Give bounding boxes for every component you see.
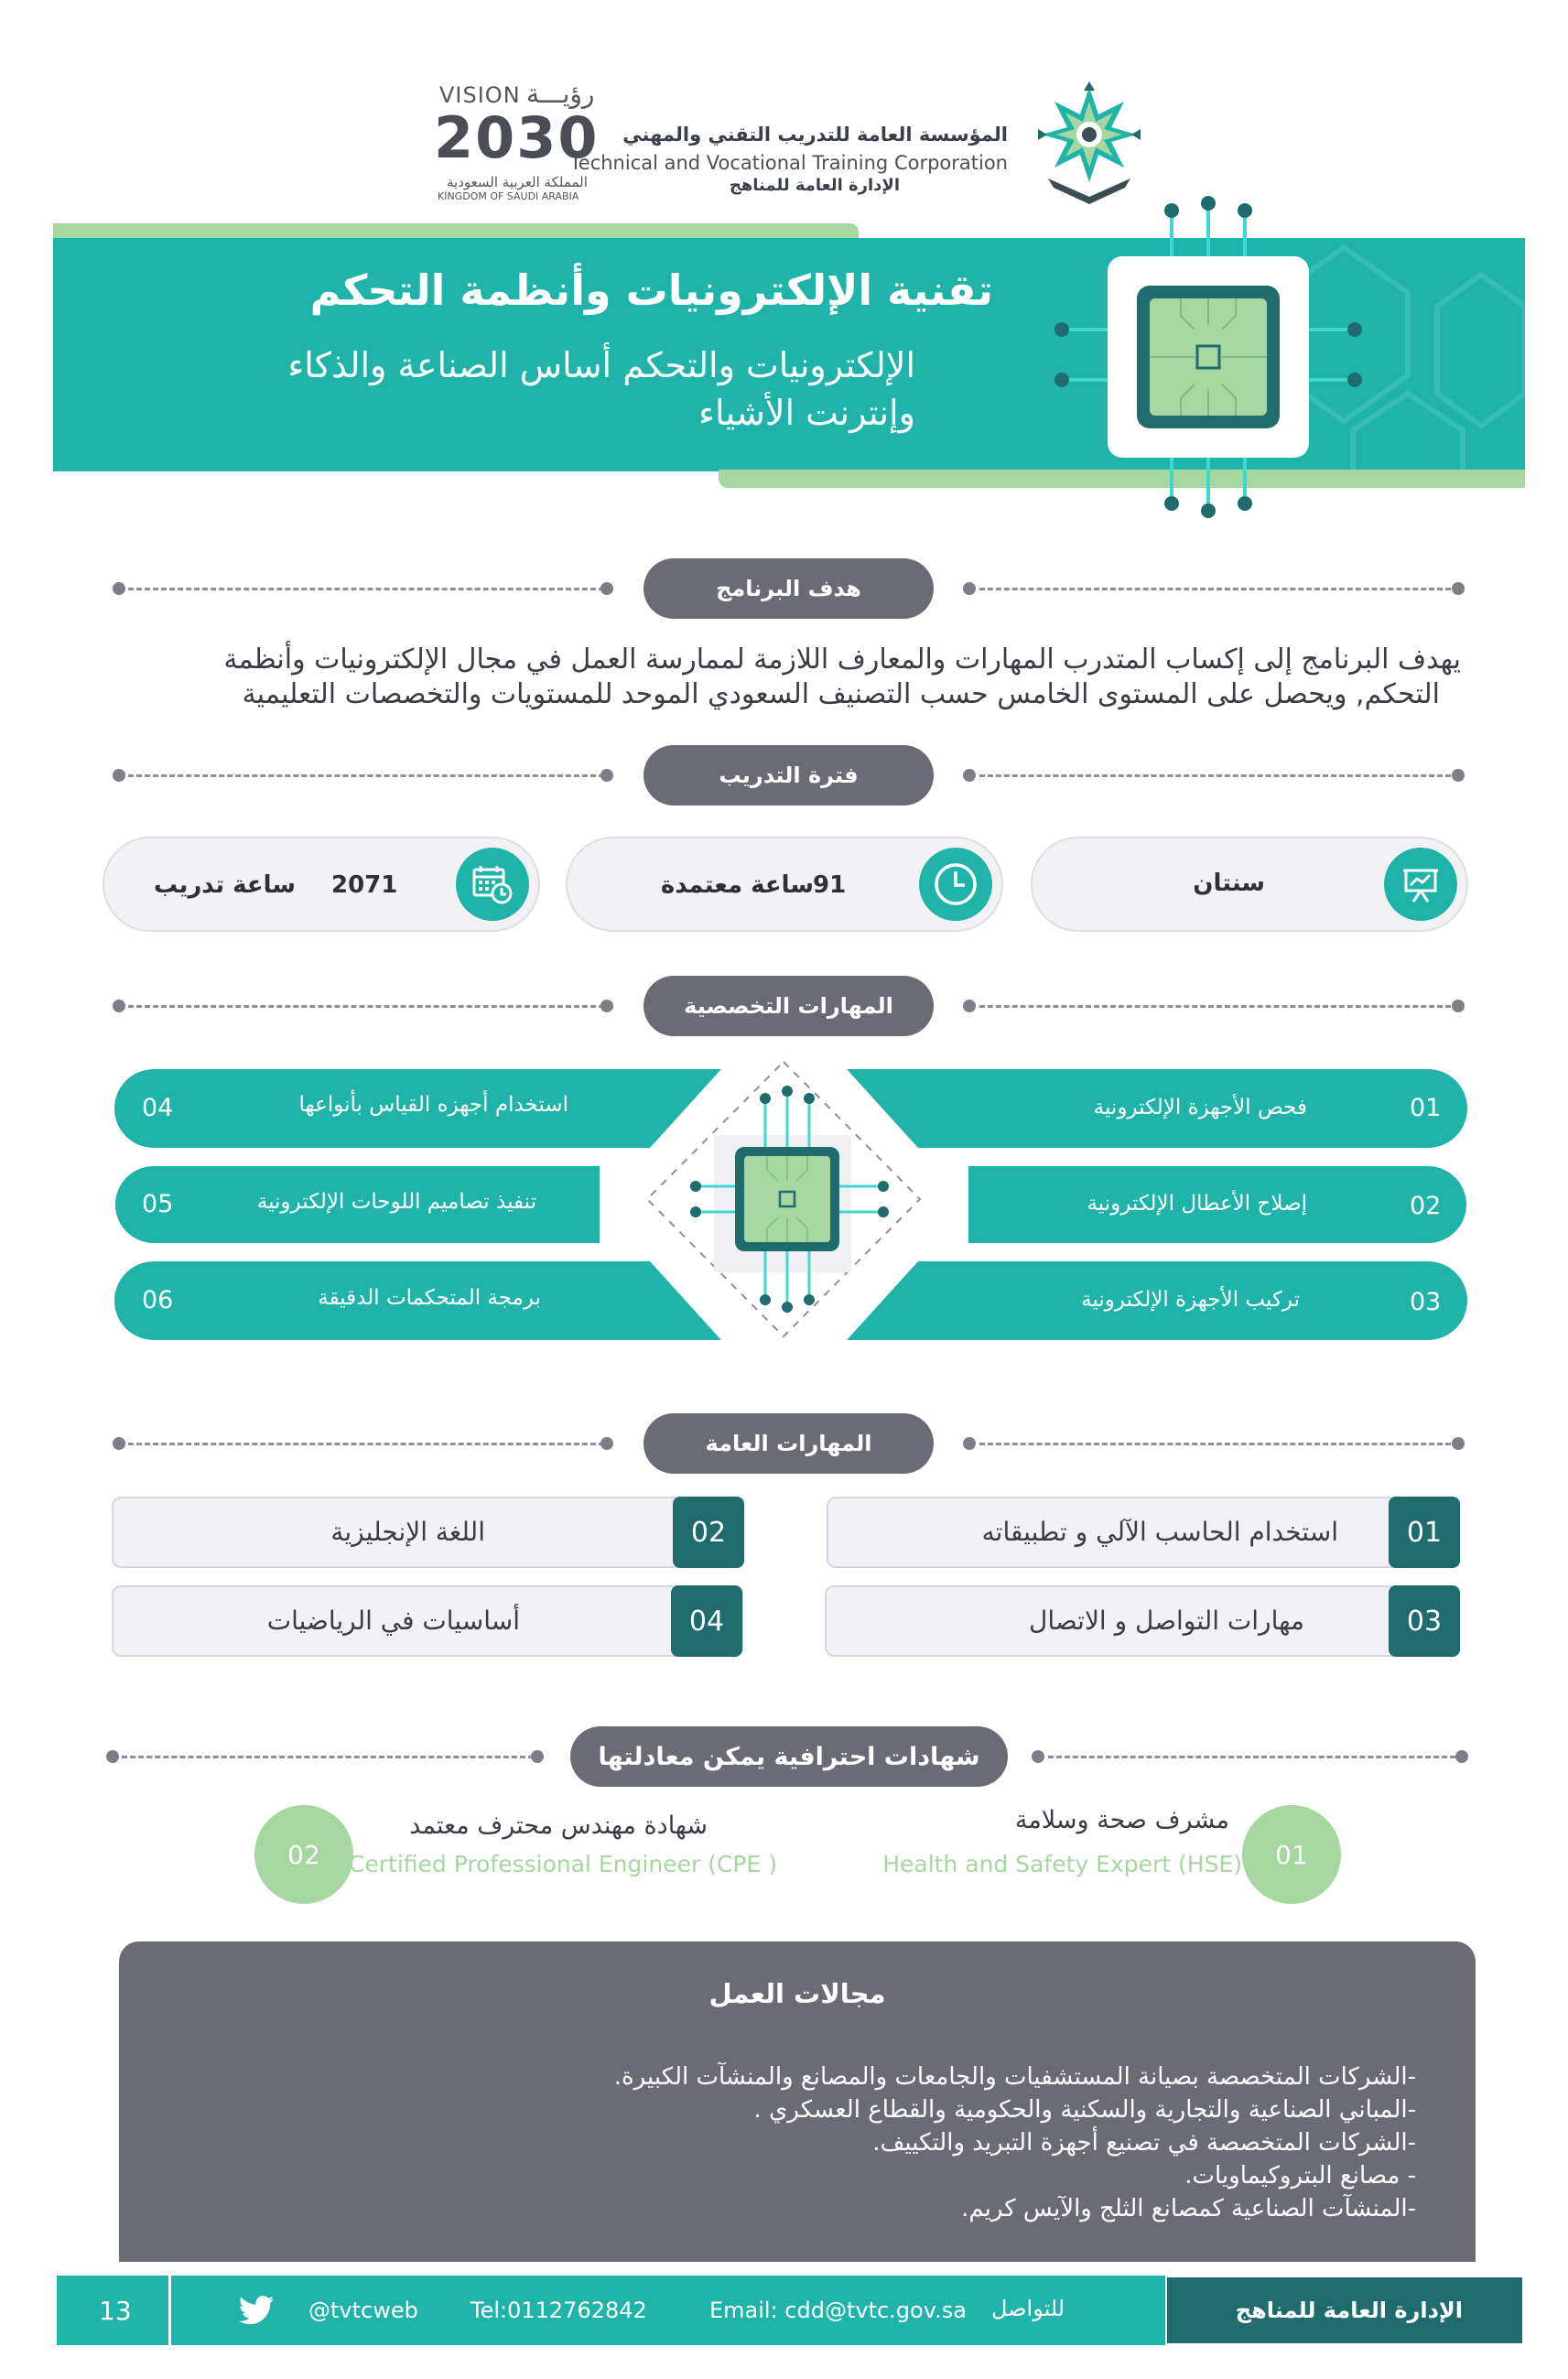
divider-dot [963, 769, 976, 782]
divider-dot [1452, 1437, 1465, 1450]
work-fields-title: مجالات العمل [708, 1978, 886, 2009]
divider-line [979, 1005, 1451, 1008]
certificate-name-ar: مشرف صحة وسلامة [1014, 1806, 1229, 1834]
work-field-item: -الشركات المتخصصة بصيانة المستشفيات والجامعات والمصانع والمنشآت الكبيرة. [613, 2063, 1416, 2091]
divider-dot [600, 769, 613, 782]
kingdom-en: KINGDOM OF SAUDI ARABIA [438, 190, 579, 202]
certificate-num: 01 [1242, 1805, 1341, 1904]
divider-dot [600, 1437, 613, 1450]
kingdom-ar: المملكة العربية السعودية [447, 174, 588, 190]
specialty-skill-num: 03 [1410, 1288, 1442, 1316]
divider-line [122, 1756, 534, 1758]
training-hours-value: 2071 [331, 871, 398, 899]
general-skill-text: اللغة الإنجليزية [330, 1517, 485, 1547]
header [0, 0, 1568, 220]
divider-line [979, 588, 1451, 590]
training-hours-card [103, 837, 540, 932]
specialty-skill-item: فحص الأجهزة الإلكترونية [1093, 1096, 1307, 1119]
telephone[interactable]: Tel:0112762842 [470, 2298, 647, 2323]
vision-2030-logo [430, 79, 613, 202]
org-dept: الإدارة العامة للمناهج [729, 176, 900, 195]
tvtc-logo-icon [1030, 78, 1149, 206]
divider-dot [531, 1750, 544, 1763]
section-pill-general-skills: المهارات العامة [643, 1413, 934, 1474]
specialty-skill-num: 02 [1410, 1192, 1442, 1220]
divider-line [979, 774, 1451, 777]
divider-dot [113, 1000, 125, 1012]
divider-line [128, 1443, 604, 1445]
vision-ar: رؤيـــة [526, 79, 595, 109]
specialty-skill-num: 06 [142, 1286, 174, 1314]
divider-line [128, 774, 604, 777]
email[interactable]: Email: cdd@tvtc.gov.sa [709, 2298, 967, 2323]
section-pill-certificates: شهادات احترافية يمكن معادلتها [570, 1726, 1008, 1787]
credit-hours-unit: ساعة معتمدة [660, 871, 814, 899]
microchip-icon [1044, 192, 1373, 522]
footer-divider [168, 2276, 171, 2345]
general-skill-text: مهارات التواصل و الاتصال [1029, 1606, 1304, 1636]
banner-subtitle-line2: وإنترنت الأشياء [698, 393, 915, 433]
program-goal-line2: التحكم, ويحصل على المستوى الخامس حسب التصنيف السعودي الموحد للمستويات والتخصصات التعليمية [242, 678, 1440, 710]
general-skill-card [825, 1585, 1457, 1657]
specialty-skill-num: 04 [142, 1094, 174, 1122]
divider-line [128, 588, 604, 590]
general-skill-card [112, 1585, 743, 1657]
twitter-handle[interactable]: @tvtcweb [308, 2298, 418, 2323]
banner-title: تقنية الإلكترونيات وأنظمة التحكم [309, 265, 993, 315]
general-skill-text: استخدام الحاسب الآلي و تطبيقاته [981, 1517, 1338, 1547]
section-pill-program-goal: هدف البرنامج [643, 558, 934, 619]
divider-dot [1452, 1000, 1465, 1012]
section-pill-specialty-skills: المهارات التخصصية [643, 976, 934, 1036]
vision-word: VISION [439, 82, 521, 108]
divider-dot [113, 769, 125, 782]
divider-dot [106, 1750, 119, 1763]
general-skill-num: 01 [1389, 1497, 1460, 1568]
work-field-item: -المباني الصناعية والتجارية والسكنية والحكومية والقطاع العسكري . [753, 2096, 1416, 2124]
banner-subtitle-line1: الإلكترونيات والتحكم أساس الصناعة والذكاء [287, 345, 915, 385]
divider-line [128, 1005, 604, 1008]
divider-dot [963, 582, 976, 595]
divider-dot [963, 1437, 976, 1450]
divider-dot [113, 1437, 125, 1450]
divider-dot [600, 1000, 613, 1012]
specialty-skill-item: إصلاح الأعطال الإلكترونية [1087, 1192, 1307, 1216]
divider-dot [1452, 582, 1465, 595]
footer-dept-box [1165, 2276, 1524, 2345]
specialty-skill-item: برمجة المتحكمات الدقيقة [318, 1286, 541, 1310]
specialty-skill-num: 01 [1410, 1094, 1442, 1122]
section-pill-training-period: فترة التدريب [643, 745, 934, 806]
training-hours-unit: ساعة تدريب [154, 871, 296, 899]
twitter-icon[interactable] [238, 2296, 275, 2325]
credit-hours-card [566, 837, 1003, 932]
duration-text: سنتان [1193, 870, 1265, 897]
org-name-en: Technical and Vocational Training Corporation [569, 152, 1008, 174]
work-field-item: -المنشآت الصناعية كمصانع الثلج والآيس كريم. [961, 2195, 1416, 2222]
divider-dot [1455, 1750, 1468, 1763]
program-goal-line1: يهدف البرنامج إلى إكساب المتدرب المهارات والمعارف اللازمة لممارسة العمل في مجال الإلكترونيات وأنظمة [223, 643, 1461, 676]
page-number: 13 [99, 2296, 132, 2326]
credit-hours-value: 91 [813, 871, 847, 899]
vision-year: 2030 [434, 104, 600, 171]
general-skill-num: 03 [1389, 1585, 1460, 1657]
certificate-num: 02 [254, 1805, 353, 1904]
duration-card [1031, 837, 1468, 932]
divider-dot [1032, 1750, 1044, 1763]
certificate-name-en: Health and Safety Expert (HSE) [882, 1851, 1242, 1877]
divider-line [1048, 1756, 1455, 1758]
divider-dot [113, 582, 125, 595]
specialty-skill-num: 05 [142, 1190, 174, 1218]
divider-dot [1452, 769, 1465, 782]
work-fields-panel [119, 1941, 1476, 2262]
clock-icon [919, 848, 992, 921]
divider-dot [963, 1000, 976, 1012]
work-field-item: -الشركات المتخصصة في تصنيع أجهزة التبريد والتكييف. [872, 2129, 1416, 2157]
general-skill-card [112, 1497, 743, 1568]
specialty-skill-item: استخدام أجهزه القياس بأنواعها [298, 1093, 568, 1117]
org-name-ar: المؤسسة العامة للتدريب التقني والمهني [622, 124, 1008, 146]
specialty-skill-item: تنفيذ تصاميم اللوحات الإلكترونية [256, 1190, 536, 1214]
calendar-clock-icon [456, 848, 529, 921]
specialty-skills-bars [0, 1053, 1568, 1355]
general-skill-num: 04 [671, 1585, 742, 1657]
general-skill-text: أساسيات في الرياضيات [266, 1606, 520, 1636]
general-skill-num: 02 [673, 1497, 744, 1568]
divider-line [979, 1443, 1451, 1445]
certificate-name-ar: شهادة مهندس محترف معتمد [409, 1811, 708, 1840]
specialty-skill-item: تركيب الأجهزة الإلكترونية [1081, 1288, 1300, 1312]
presentation-board-icon [1384, 848, 1457, 921]
certificate-name-en: Certified Professional Engineer (CPE ) [348, 1851, 777, 1877]
contact-label: للتواصل [991, 2296, 1065, 2321]
divider-dot [600, 582, 613, 595]
footer-dept: الإدارة العامة للمناهج [1235, 2298, 1463, 2323]
general-skill-card [827, 1497, 1459, 1568]
work-field-item: - مصانع البتروكيماويات. [1184, 2162, 1416, 2190]
